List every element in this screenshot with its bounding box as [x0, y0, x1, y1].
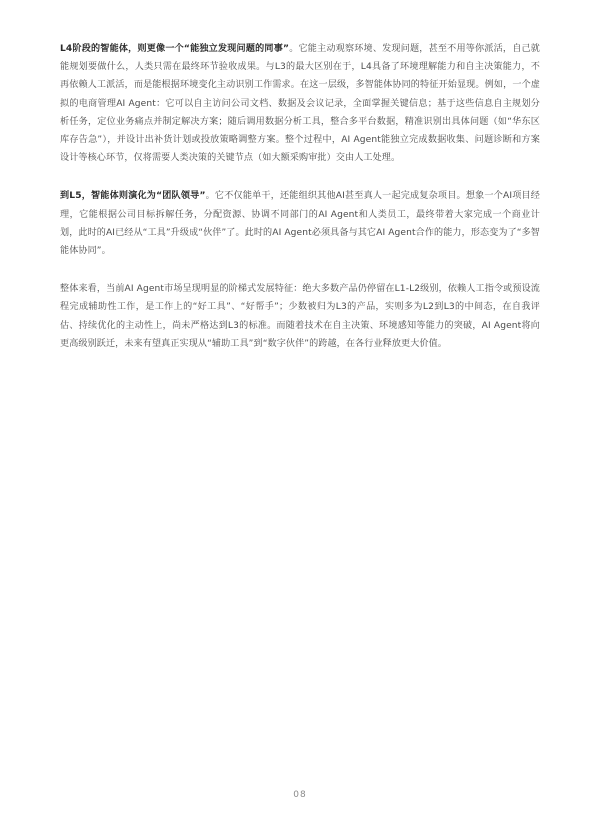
paragraph-l4-body: 。它能主动观察环境、发现问题，甚至不用等你派活，自己就能规划要做什么，人类只需在最终环节验收成果。与L3的最大区别在于，L4具备了环境理解能力和自主决策能力，不再依赖人工派活，而是能根据环境变化主动识别工作需求。在这一层级，多智能体协同的特征开始显现。例如，一个虚拟的电商管理AI Agent：它可以自主访问公司文档、数据及会议记录，全面掌握关键信息；基于这些信息自主规划分析任务，定位业务痛点并制定解决方案；随后调用数据分析工具，整合多平台数据，精准识别出具体问题（如“华东区库存告急”），并设计出补货计划或投放策略调整方案。整个过程中，AI Agent能独立完成数据收集、问题诊断和方案设计等核心环节，仅将需要人类决策的关键节点（如大额采购审批）交由人工处理。 [60, 44, 540, 164]
paragraph-l5 [60, 187, 540, 260]
document-page [60, 40, 540, 373]
paragraph-l5-lead: 到L5，智能体则演化为“团队领导” [60, 191, 206, 202]
paragraph-summary-body: 整体来看，当前AI Agent市场呈现明显的阶梯式发展特征：绝大多数产品仍停留在L1-L2级别，依赖人工指令或预设流程完成辅助性工作，是工作上的“好工具”、“好帮手”；少数被归为L3的产品，实则多为L2到L3的中间态，在自我评估、持续优化的主动性上，尚未严格达到L3的标准。而随着技术在自主决策、环境感知等能力的突破，AI Agent将向更高级别跃迁，未来有望真正实现从“辅助工具”到“数字伙伴”的跨越，在各行业释放更大价值。 [60, 284, 540, 349]
paragraph-summary [60, 280, 540, 353]
paragraph-l4-lead: L4阶段的智能体，则更像一个“能独立发现问题的同事” [60, 44, 290, 54]
page-number: 08 [293, 790, 307, 800]
paragraph-l5-body: 。它不仅能单干，还能组织其他AI甚至真人一起完成复杂项目。想象一个AI项目经理，它能根据公司目标拆解任务，分配资源、协调不同部门的AI Agent和人类员工，最终带着大家完成一个商业计划，此时的AI已经从“工具”升级成“伙伴”了。此时的AI Agent必须具备与其它AI Agent合作的能力，形态变为了“多智能体协同”。 [60, 191, 540, 257]
paragraph-l4 [60, 40, 540, 167]
